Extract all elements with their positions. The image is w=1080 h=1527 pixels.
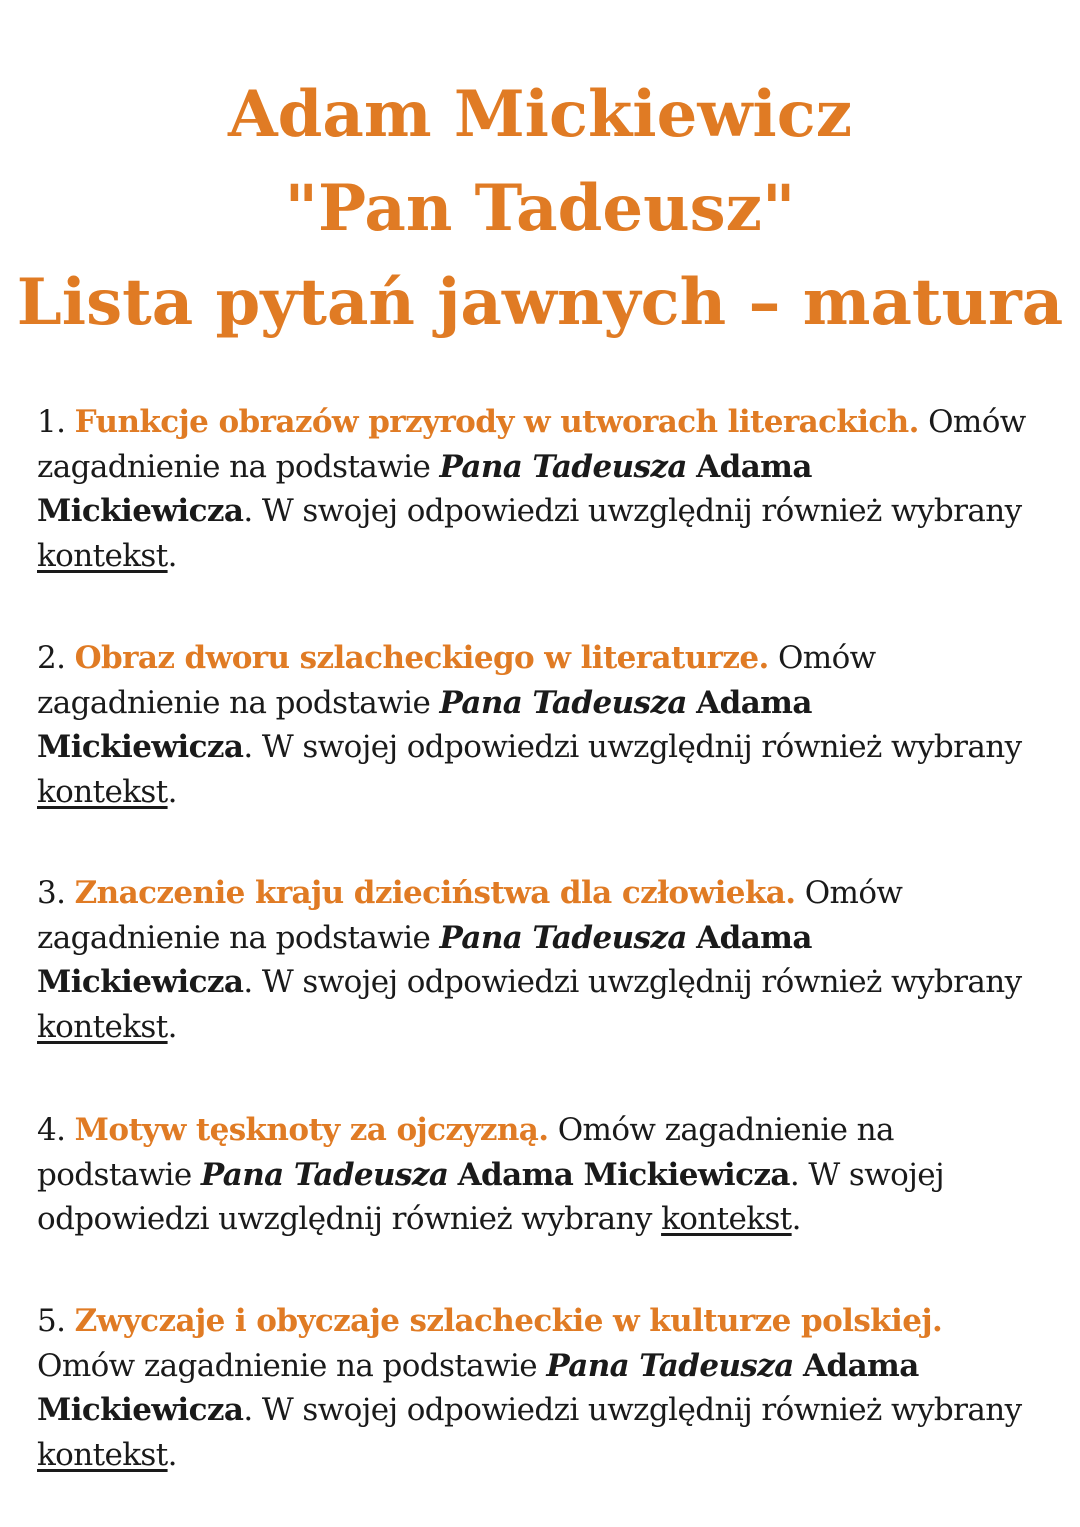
question-work-title: Pana Tadeusza (439, 919, 687, 956)
question-work-title: Pana Tadeusza (439, 448, 687, 485)
question-lead: Omów zagadnienie na podstawie (37, 1112, 894, 1193)
question-end: . (791, 1201, 801, 1237)
title-work: "Pan Tadeusz" (284, 171, 796, 246)
title-author: Adam Mickiewicz (227, 77, 853, 152)
question-item-4 (37, 1108, 1037, 1242)
question-number: 4. (37, 1112, 66, 1148)
question-lead: Omów zagadnienie na podstawie (37, 1347, 538, 1384)
question-item-1 (37, 400, 1037, 578)
question-work-title: Pana Tadeusza (546, 1347, 794, 1384)
question-author: Adama Mickiewicza (37, 448, 812, 529)
question-instruction: . W swojej odpowiedzi uwzględnij również wybrany (37, 1156, 944, 1237)
question-author: Adama Mickiewicza (37, 684, 812, 765)
question-lead: Omów zagadnienie na podstawie (37, 640, 876, 721)
question-item-5 (37, 1299, 1037, 1477)
question-item-2 (37, 636, 1037, 814)
question-author: Adama Mickiewicza (37, 1347, 919, 1428)
question-topic: Znaczenie kraju dzieciństwa dla człowieka. (74, 875, 796, 911)
question-topic: Zwyczaje i obyczaje szlacheckie w kulturze polskiej. (74, 1303, 943, 1339)
question-instruction: . W swojej odpowiedzi uwzględnij również wybrany (243, 1392, 1022, 1428)
question-end: . (167, 773, 177, 810)
question-topic: Funkcje obrazów przyrody w utworach literackich. (74, 404, 919, 440)
question-lead: Omów zagadnienie na podstawie (37, 875, 903, 956)
question-context-link: kontekst (37, 537, 168, 574)
question-author: Adama Mickiewicza (37, 919, 812, 1000)
question-context-link: kontekst (37, 773, 168, 810)
page-title (0, 68, 1080, 350)
question-item-3 (37, 871, 1037, 1049)
question-topic: Motyw tęsknoty za ojczyzną. (74, 1112, 549, 1148)
question-number: 3. (37, 875, 66, 911)
question-work-title: Pana Tadeusza (200, 1156, 449, 1193)
question-work-title: Pana Tadeusza (439, 684, 687, 721)
question-context-link: kontekst (661, 1201, 792, 1237)
question-end: . (167, 1008, 177, 1045)
title-subtitle: Lista pytań jawnych – matura (16, 265, 1064, 340)
question-number: 2. (37, 640, 66, 676)
question-lead: Omów zagadnienie na podstawie (37, 404, 1026, 485)
question-number: 5. (37, 1303, 66, 1339)
question-topic: Obraz dworu szlacheckiego w literaturze. (74, 640, 769, 676)
question-end: . (167, 1436, 177, 1473)
question-context-link: kontekst (37, 1008, 168, 1045)
question-end: . (167, 537, 177, 574)
question-context-link: kontekst (37, 1436, 168, 1473)
question-author: Adama Mickiewicza (457, 1156, 790, 1193)
question-instruction: . W swojej odpowiedzi uwzględnij również wybrany (243, 493, 1022, 529)
question-number: 1. (37, 404, 66, 440)
question-instruction: . W swojej odpowiedzi uwzględnij również wybrany (243, 964, 1022, 1000)
question-instruction: . W swojej odpowiedzi uwzględnij również wybrany (243, 729, 1022, 765)
